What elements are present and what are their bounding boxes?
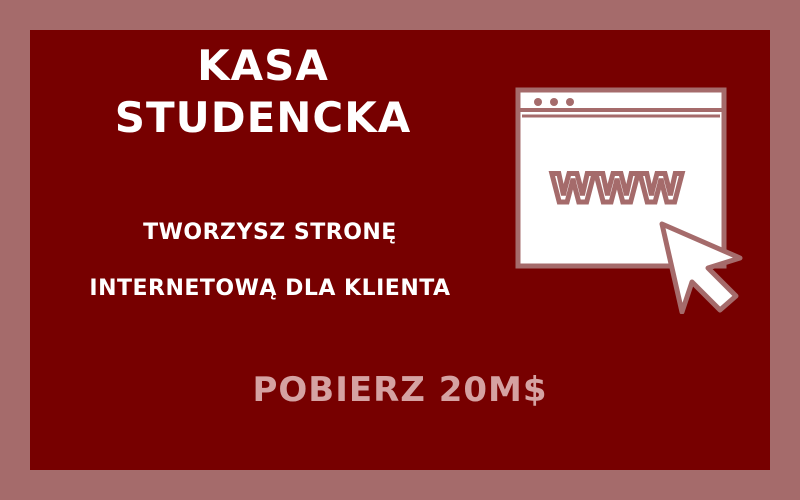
browser-dot-icon	[550, 98, 558, 106]
title-line-2: STUDENCKA	[114, 93, 412, 142]
browser-address-text: www	[551, 154, 685, 214]
browser-dot-icon	[534, 98, 542, 106]
cta-download-text: POBIERZ 20M$	[252, 370, 548, 410]
promo-title	[78, 40, 448, 144]
browser-dot-icon	[566, 98, 574, 106]
title-line-1: KASA	[197, 41, 329, 90]
subtitle-line-2: INTERNETOWĄ DLA KLIENTA	[89, 276, 451, 301]
browser-window-icon	[512, 84, 752, 314]
promo-subtitle	[20, 205, 520, 317]
subtitle-line-1: TWORZYSZ STRONĘ	[143, 220, 397, 245]
